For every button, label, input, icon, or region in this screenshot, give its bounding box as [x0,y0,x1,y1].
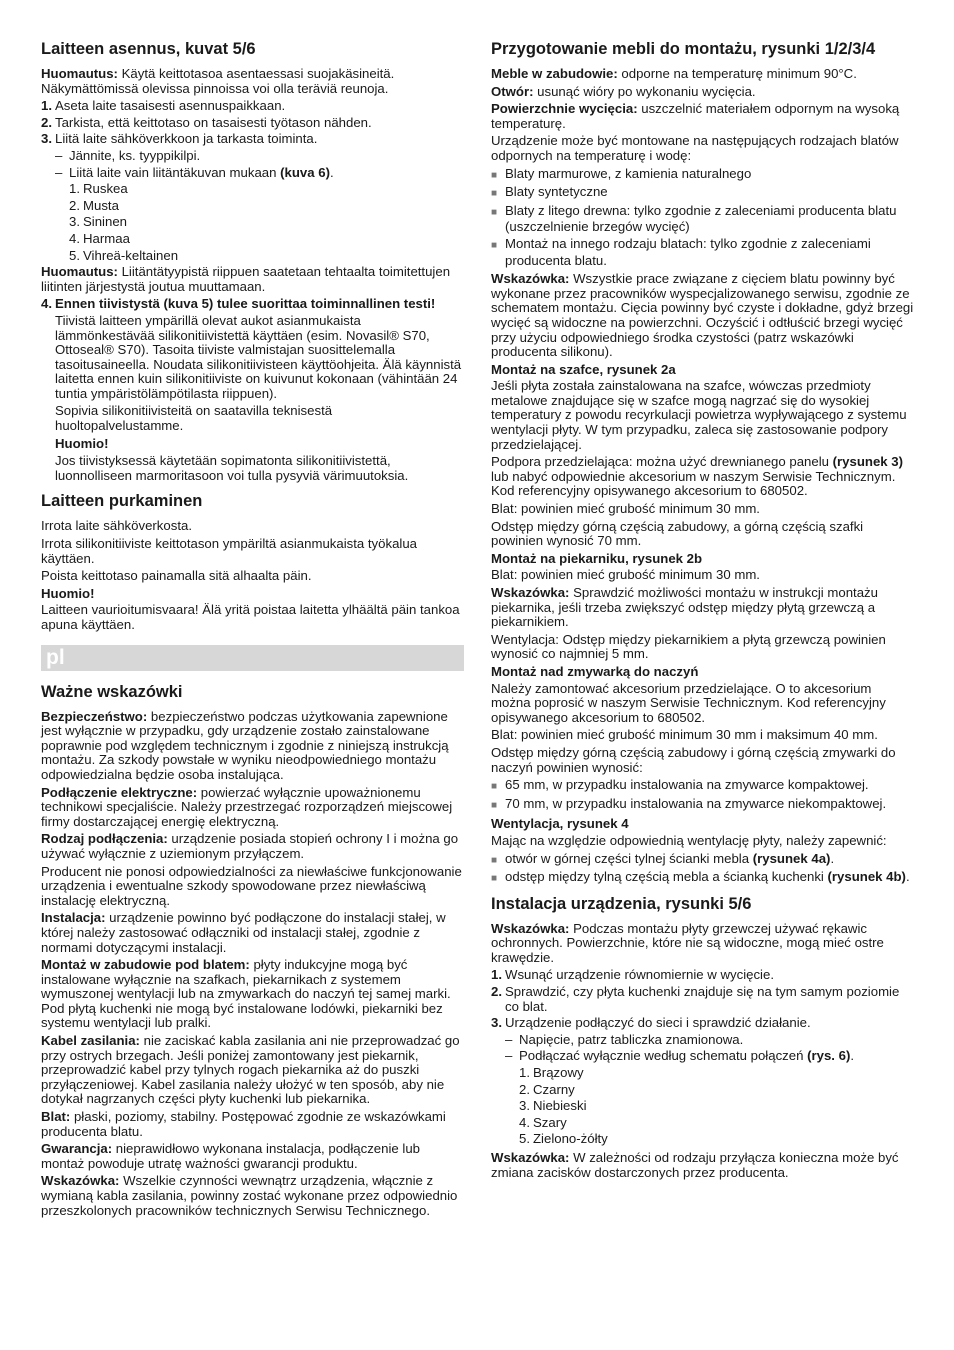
para-label: Bezpieczeństwo: [41,708,148,724]
wire-number: 5. [69,247,80,263]
para-text: nieprawidłowo wykonana instalacja, podłączenie lub montaż powoduje utratę ważności gwarancji produktu. [41,1141,421,1171]
para-label: Podłączenie elektryczne: [41,784,198,800]
bullet-icon: ■ [491,206,498,218]
wire-color: Niebieski [533,1098,587,1114]
prep-text: uszczelnić materiałem odpornym na wysoką temperaturę. [491,101,900,131]
ventilation-item [491,870,914,887]
wire-color: Czarny [533,1081,575,1097]
warning-heading: Huomio! [55,435,109,451]
para-text: nie zaciskać kabla zasilania ani nie przeprowadzać go przy ostrych brzegach. Jeśli poniżej zamontowany jest piekarnik, przeprowadzić kabel przy tylnych rogach piekarnika aż do puszki przyłączeniowej. Kabel zasilania należy ułożyć w ten sposób, aby nie dotykał nagrzanych części płyty kuchenki lub piekarnika. [41,1033,460,1107]
cabinet-paragraph: Odstęp między górną częścią zabudowy, a górną częścią szafki powinien wynosić 70 mm. [491,518,864,549]
dash-item: – Napięcie, patrz tabliczka znamionowa. [505,1031,744,1047]
figure-ref: (rysunek 3) [832,454,904,470]
wire-color: Szary [533,1114,567,1130]
worktop-text: Blaty syntetyczne [505,184,608,200]
important-title: Ważne wskazówki [41,682,183,701]
wire-number: 1. [519,1065,530,1081]
install-step-4 [41,297,464,312]
warning-text: Laitteen vaurioitumisvaara! Älä yritä poistaa laitetta ylhäältä päin tankoa apuna käyttäen. [41,602,460,632]
cabinet-text: Podpora przedzielająca: można użyć drewnianego panelu [491,454,833,470]
tip-text: Podczas montażu płyty grzewczej używać rękawic ochronnych. Powierzchnie, które nie są widoczne, mogą mieć ostre krawędzie. [491,920,884,965]
install-step [41,132,464,147]
wire-number: 4. [69,230,80,246]
note-label: Huomautus: [41,264,118,280]
bullet-icon: ■ [491,169,498,181]
dishwasher-paragraph: Odstęp między górną częścią zabudowy i górną częścią zmywarki do naczyń powinien wynosić: [491,744,896,775]
info-paragraph [41,865,464,909]
wire-color-item [69,215,464,230]
worktop-item [491,167,914,184]
oven-tip [491,586,914,630]
worktop-item [491,204,914,235]
tip-label: Wskazówka: [491,1150,570,1165]
wire-color: Musta [83,197,119,213]
note-text: Liitäntätyypistä riippuen saatetaan tehtaalta toimitettujen liitinten järjestystä joutua muuttamaan. [41,264,451,294]
right-column [491,40,914,1183]
dishwasher-paragraph: Blat: powinien mieć grubość minimum 30 mm i maksimum 40 mm. [491,727,878,743]
worktop-text: Blaty z litego drewna: tylko zgodnie z zaleceniami producenta blatu (uszczelnienie brzegów wycięć) [505,202,897,235]
info-paragraph [41,911,464,955]
warning-text: Jos tiivistyksessä käytetään sopimatonta silikonitiivistettä, luonnolliseen marmoritasoon voi tulla pysyviä värimuutoksia. [55,453,409,483]
tip-label: Wskazówka: [491,585,570,600]
para-text: płaski, poziomy, stabilny. Postępować zgodnie ze wskazówkami producenta blatu. [41,1109,446,1139]
final-tip [491,1151,914,1180]
para-text: urządzenie posiada stopień ochrony I i można go używać wyłącznie z uziemionym przyłączem. [41,831,459,861]
info-paragraph [41,832,464,861]
dash-item: – Liitä laite vain liitäntäkuvan mukaan (kuva 6). [55,164,334,180]
dash-text-end: . [850,1048,855,1064]
para-text: Producent nie ponosi odpowiedzialności za niewłaściwe funkcjonowanie urządzenia i ewentualne szkody spowodowane przez niewłaściwą instalację elektryczną. [41,863,462,908]
installation-step [491,985,914,1014]
para-text: płyty indukcyjne mogą być instalowane wyłącznie na szafkach, piekarnikach z systemem wymuszonej wentylacji lub na zmywarkach do naczyń tej samej marki. Pod płytą kuchenki nie mogą być instalowane lodówki, piekarniki bez systemu wentylacji lub pralki. [41,957,451,1031]
wire-number: 5. [519,1131,530,1147]
dash-text: Napięcie, patrz tabliczka znamionowa. [519,1031,744,1047]
step-text: Ennen tiivistystä (kuva 5) tulee suorittaa toiminnallinen testi! [55,296,436,312]
para-label: Montaż w zabudowie pod blatem: [41,957,250,973]
bullet-icon: ■ [491,239,498,251]
wire-color: Ruskea [83,181,128,197]
prep-item [491,67,914,82]
install-note [41,67,464,96]
wire-color-item [519,1116,914,1131]
wire-color: Sininen [83,214,127,230]
para-text: urządzenie powinno być podłączone do instalacji stałej, w której należy zastosować odłączniki od instalacji stałej, zgodnie z normami dotyczącymi instalacji. [41,910,446,955]
para-label: Wskazówka: [41,1173,120,1189]
install-title: Laitteen asennus, kuvat 5/6 [41,40,256,58]
prep-label: Meble w zabudowie: [491,66,618,81]
step-text: Liitä laite sähköverkkoon ja tarkasta toiminta. [55,131,318,147]
wire-color-item [519,1132,914,1147]
ventilation-item [491,852,914,869]
wire-number: 2. [69,197,80,213]
step-number: 3. [41,131,52,147]
cabinet-paragraph: Blat: powinien mieć grubość minimum 30 mm. [491,501,760,517]
wire-color: Harmaa [83,230,130,246]
figure-ref: (rys. 6) [807,1048,851,1064]
worktop-text: Montaż na innego rodzaju blatach: tylko zgodnie z zaleceniami producenta blatu. [505,235,871,268]
oven-paragraph: Blat: powinien mieć grubość minimum 30 mm. [491,567,760,583]
bullet-icon: ■ [491,873,498,885]
wire-color-item [519,1066,914,1081]
wire-color-item [69,249,464,264]
installation-step [491,968,914,983]
wire-color: Zielono-żółty [533,1131,608,1147]
dash-item: – Jännite, ks. tyyppikilpi. [55,147,201,163]
remove-text: Irrota laite sähköverkosta. [41,518,192,534]
prep-item [491,102,914,131]
wire-color-item [69,199,464,214]
step-text: Sprawdzić, czy płyta kuchenki znajduje się na tym samym poziomie co blat. [505,984,900,1014]
worktop-item [491,237,914,268]
para-text: powierzać wyłącznie upoważnionemu technikowi specjaliście. Należy przestrzegać rozporządzeń miejscowej firmy dostarczającej energię elektryczną. [41,784,453,829]
info-paragraph [41,1142,464,1171]
para-label: Kabel zasilania: [41,1033,140,1049]
para-label: Gwarancja: [41,1141,113,1157]
tip-label: Wskazówka: [491,920,570,936]
tip-text: W zależności od rodzaju przyłącza konieczna może być zmiana zacisków dostarczonych przez producenta. [491,1150,899,1180]
step-text: Tarkista, että keittotaso on tasaisesti työtason nähden. [55,114,372,130]
prep-item [491,85,914,100]
info-paragraph [41,1034,464,1107]
remove-text: Poista keittotaso painamalla sitä alhaalta päin. [41,568,312,584]
dash-text: Jännite, ks. tyyppikilpi. [69,147,201,163]
figure-ref: (rysunek 4b) [827,869,906,885]
dash-text-end: . [329,164,334,180]
wire-color-item [69,182,464,197]
step-number: 4. [41,296,52,312]
prep-label: Powierzchnie wycięcia: [491,101,638,117]
info-paragraph [41,786,464,830]
para-label: Blat: [41,1109,71,1125]
step-number: 1. [491,967,502,983]
info-paragraph [41,1110,464,1139]
info-paragraph [41,1174,464,1218]
bullet-icon: ■ [491,781,498,793]
step-text: Urządzenie podłączyć do sieci i sprawdzić działanie. [505,1015,811,1031]
worktop-text: Blaty marmurowe, z kamienia naturalnego [505,165,752,181]
step-text: Aseta laite tasaisesti asennuspaikkaan. [55,98,286,114]
worktop-item [491,185,914,202]
wire-color: Vihreä-keltainen [83,247,179,263]
installation-tip [491,922,914,966]
install-step [41,116,464,131]
tip-text: Sprawdzić możliwości montażu w instrukcji montażu piekarnika, jeśli trzeba zwiększyć odstęp między płytą grzewczą a piekarnikiem. [491,585,878,630]
wire-color: Brązowy [533,1065,584,1081]
bullet-icon: ■ [491,799,498,811]
ventilation-text: odstęp między tylną częścią mebla a ścianką kuchenki [505,869,828,885]
prep-paragraph: Urządzenie może być montowane na następujących rodzajach blatów odpornych na temperaturę i wodę: [491,133,899,163]
left-column [41,40,464,1221]
remove-title: Laitteen purkaminen [41,492,203,511]
language-bar: pl [41,645,464,671]
ventilation-paragraph: Mając na względzie odpowiednią wentylację płyty, należy zapewnić: [491,832,887,848]
connector-note [41,265,464,294]
bullet-icon: ■ [491,854,498,866]
para-label: Rodzaj podłączenia: [41,831,168,847]
bullet-icon: ■ [491,188,498,200]
dash-item: – Podłączać wyłącznie według schematu połączeń (rys. 6). [505,1048,855,1064]
note-label: Huomautus: [41,66,118,81]
wire-number: 4. [519,1114,530,1130]
dishwasher-text: 65 mm, w przypadku instalowania na zmywarce kompaktowej. [505,777,869,793]
ventilation-text-end: . [830,850,835,866]
para-text: Wszelkie czynności wewnątrz urządzenia, włącznie z wymianą kabla zasilania, powinny zostać wykonane przez odpowiednio przeszkolonych pracowników technicznych Serwisu Technicznego. [41,1173,458,1218]
wire-color-item [519,1083,914,1098]
cabinet-paragraph [491,455,914,499]
wire-color-item [69,232,464,247]
sealing-availability: Sopivia silikonitiivisteitä on saatavilla teknisestä huoltopalvelustamme. [55,403,333,434]
install-step [41,99,464,114]
info-paragraph [41,710,464,783]
oven-paragraph: Wentylacja: Odstęp między piekarnikiem a płytą grzewczą powinien wynosić co najmniej 5 mm. [491,631,886,662]
figure-ref: (rysunek 4a) [752,850,831,866]
warning-heading: Huomio! [41,585,95,601]
dishwasher-paragraph: Należy zamontować akcesorium przedzielające. O to akcesorium można poprosić w naszym Serwisie Technicznym. Kod referencyjny opisywanego akcesorium to 680502. [491,680,886,725]
step-number: 2. [41,114,52,130]
wire-number: 3. [519,1098,530,1114]
installation-title: Instalacja urządzenia, rysunki 5/6 [491,894,752,913]
dishwasher-title: Montaż nad zmywarką do naczyń [491,663,699,679]
wire-color-item [519,1099,914,1114]
oven-title: Montaż na piekarniku, rysunek 2b [491,550,703,566]
prep-title: Przygotowanie mebli do montażu, rysunki 1/2/3/4 [491,40,876,58]
step-number: 3. [491,1015,502,1031]
step-number: 1. [41,98,52,114]
installation-step [491,1016,914,1031]
tip-label: Wskazówka: [491,271,570,287]
info-paragraph [41,958,464,1031]
prep-text: odporne na temperaturę minimum 90°C. [617,66,857,81]
step-text: Wsunąć urządzenie równomiernie w wycięcie. [505,967,774,983]
dash-text: Liitä laite vain liitäntäkuvan mukaan [69,164,281,180]
cabinet-text-end: lub nabyć odpowiednie akcesorium w naszym Serwisie Technicznym. Kod referencyjny opisywanego akcesorium to 680502. [491,468,896,499]
wire-number: 1. [69,181,80,197]
dishwasher-text: 70 mm, w przypadku instalowania na zmywarce niekompaktowej. [505,795,887,811]
dishwasher-item [491,778,914,795]
remove-text: Irrota silikonitiiviste keittotason ympäriltä asianmukaista työkalua käyttäen. [41,536,418,566]
prep-text: usunąć wióry po wykonaniu wycięcia. [533,83,756,99]
para-text: bezpieczeństwo podczas użytkowania zapewnione jest wyłącznie w przypadku, gdy urządzenie zostało zainstalowane poprawnie pod względem technicznym i zgodnie z niniejszą instrukcją montażu. Za szkody powstałe w wyniku nieodpowiedniego montażu odpowiedzialna będzie osoba instalująca. [41,708,449,782]
tip-text: Wszystkie prace związane z cięciem blatu powinny być wykonane przez pracowników wyspecjalizowanego serwisu, zgodnie ze schematem montażu. Cięcia powinny być czyste i dokładne, gdyż brzegi wycięć są widoczne na powierzchni. Oczyścić i odtłuścić brzegi wycięć przy użyciu odpowiedniego środka czystości (patrz wskazówki producenta silikonu). [491,271,914,360]
wire-number: 2. [519,1081,530,1097]
cutting-tip [491,272,914,360]
cabinet-title: Montaż na szafce, rysunek 2a [491,361,676,377]
para-label: Instalacja: [41,910,106,926]
dishwasher-item [491,797,914,814]
ventilation-text: otwór w górnej części tylnej ścianki mebla [505,850,753,866]
sealing-paragraph: Tiivistä laitteen ympärillä olevat aukot asianmukaista lämmönkestävää silikonitiivistettä käyttäen (esim. Novasil® S70, Ottoseal® S70). Tasoita tiiviste valmistajan suosittelemalla tasoitusaineella. Noudata silikonitiivisteen käyttöohjeita. Älä käynnistä laitetta ennen kuin silikonitiiviste on kuivunut kokonaan (vähintään 24 tuntia ympäristölämpötilasta riippuen). [55,312,462,401]
note-text: Käytä keittotasoa asentaessasi suojakäsineitä. Näkymättömissä olevissa pinnoissa voi olla teräviä reunoja. [41,66,395,96]
wire-number: 3. [69,214,80,230]
dash-text: Podłączać wyłącznie według schematu połączeń [519,1048,808,1064]
ventilation-title: Wentylacja, rysunek 4 [491,816,629,832]
ventilation-text-end: . [905,869,910,885]
figure-ref: (kuva 6) [280,164,330,180]
cabinet-paragraph: Jeśli płyta została zainstalowana na szafce, wówczas przedmioty metalowe znajdujące się w szafce mogą nagrzać się do wysokiej temperatury z powodu recyrkulacji powietrza wypływającego z systemu wentylacji płyty. W tym przypadku, zaleca się zastosowanie podpory przedzielającej. [491,378,907,452]
prep-label: Otwór: [491,83,534,99]
step-number: 2. [491,984,502,1000]
